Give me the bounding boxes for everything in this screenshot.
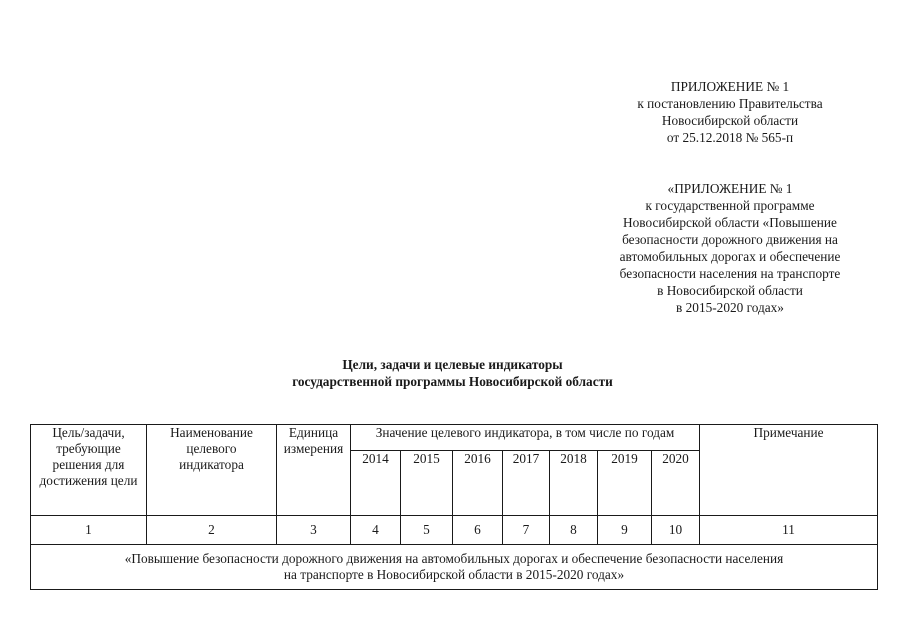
year-header: 2017 — [503, 451, 550, 516]
appendix-2-line: в Новосибирской области — [657, 283, 803, 298]
year-header: 2016 — [453, 451, 503, 516]
column-number: 9 — [598, 516, 652, 545]
column-number: 8 — [550, 516, 598, 545]
appendix-1-line: к постановлению Правительства — [637, 96, 823, 111]
year-header: 2014 — [351, 451, 401, 516]
document-title-line: государственной программы Новосибирской области — [292, 374, 613, 389]
appendix-2-line: автомобильных дорогах и обеспечение — [619, 249, 841, 264]
column-number: 3 — [277, 516, 351, 545]
appendix-1-line: от 25.12.2018 № 565-п — [666, 130, 794, 145]
header-indicator-name: Наименование целевого индикатора — [147, 425, 277, 516]
appendix-1-block — [610, 78, 850, 146]
column-number: 10 — [652, 516, 700, 545]
year-header: 2019 — [598, 451, 652, 516]
appendix-2-block — [595, 180, 865, 316]
appendix-2-line: безопасности дорожного движения на — [622, 232, 838, 247]
column-number: 6 — [453, 516, 503, 545]
column-number: 2 — [147, 516, 277, 545]
table-header-row — [31, 425, 878, 451]
year-header: 2020 — [652, 451, 700, 516]
year-header: 2015 — [401, 451, 453, 516]
column-number: 11 — [700, 516, 878, 545]
appendix-2-line: к государственной программе — [645, 198, 815, 213]
appendix-1-line: Новосибирской области — [661, 113, 799, 128]
column-number: 5 — [401, 516, 453, 545]
goal-line: на транспорте в Новосибирской области в 2015-2020 годах» — [283, 567, 625, 582]
header-note: Примечание — [700, 425, 878, 516]
goal-row — [31, 545, 878, 590]
document-title-line: Цели, задачи и целевые индикаторы — [342, 357, 563, 372]
goal-line: «Повышение безопасности дорожного движения на автомобильных дорогах и обеспечение безопасности населения — [124, 551, 784, 566]
appendix-2-line: «ПРИЛОЖЕНИЕ № 1 — [667, 181, 793, 196]
column-number: 1 — [31, 516, 147, 545]
column-number: 4 — [351, 516, 401, 545]
appendix-2-line: безопасности населения на транспорте — [619, 266, 841, 281]
column-number: 7 — [503, 516, 550, 545]
year-header: 2018 — [550, 451, 598, 516]
goal-cell — [31, 545, 878, 590]
document-title — [0, 356, 905, 390]
header-unit: Единица измерения — [277, 425, 351, 516]
header-goal: Цель/задачи, требующие решения для достижения цели — [31, 425, 147, 516]
header-values-group: Значение целевого индикатора, в том числе по годам — [351, 425, 700, 451]
appendix-2-line: Новосибирской области «Повышение — [623, 215, 837, 230]
goals-table — [30, 424, 878, 590]
column-number-row — [31, 516, 878, 545]
appendix-1-line: ПРИЛОЖЕНИЕ № 1 — [670, 79, 790, 94]
appendix-2-line: в 2015-2020 годах» — [676, 300, 784, 315]
